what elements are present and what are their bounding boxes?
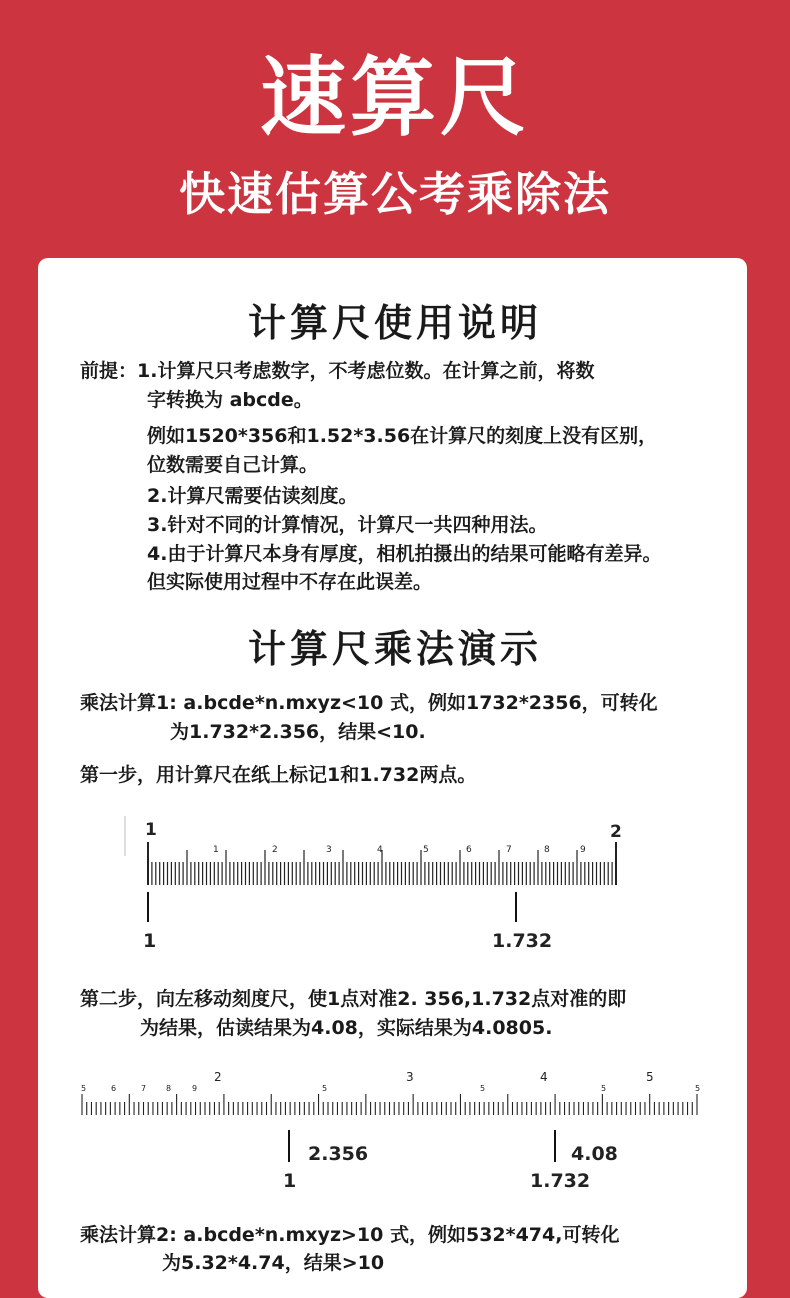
ruler-minor-label: 7	[141, 1084, 147, 1093]
instruction-line: 位数需要自己计算。	[147, 454, 319, 476]
instruction-line: 3.针对不同的计算情况，计算尺一共四种用法。	[147, 514, 548, 536]
ruler-end-label: 1	[145, 820, 157, 840]
ruler-major-label: 2	[214, 1070, 222, 1084]
calc2-line: 为5.32*4.74，结果>10	[162, 1252, 385, 1274]
instruction-line: 字转换为 abcde。	[147, 389, 313, 411]
marker-1732-label: 1.732	[492, 930, 553, 952]
calc2-line: 乘法计算2: a.bcde*n.mxyz>10 式，例如532*474,可转化	[80, 1224, 620, 1246]
instructions-title: 计算尺使用说明	[247, 301, 542, 345]
ruler-scale-label: 3	[326, 845, 332, 855]
ruler-scale-label: 7	[506, 845, 512, 855]
ruler-scale-label: 9	[580, 845, 586, 855]
instruction-line: 前提：1.计算尺只考虑数字，不考虑位数。在计算之前，将数	[80, 360, 595, 382]
ruler-minor-label: 5	[601, 1084, 607, 1093]
ruler-scale-label: 4	[377, 845, 383, 855]
ruler-minor-label: 9	[192, 1084, 198, 1093]
ruler-major-label: 3	[406, 1070, 414, 1084]
instruction-line: 4.由于计算尺本身有厚度，相机拍摄出的结果可能略有差异。	[147, 543, 662, 565]
hero-title: 速算尺	[260, 48, 530, 148]
ruler-two	[0, 1062, 790, 1202]
marker-2356-label: 2.356	[308, 1143, 369, 1165]
ruler-ticks	[82, 1094, 697, 1115]
ruler-minor-label: 5	[480, 1084, 486, 1093]
ruler-minor-label: 5	[81, 1084, 87, 1093]
instruction-line: 2.计算尺需要估读刻度。	[147, 485, 358, 507]
ruler-minor-labels	[81, 1084, 700, 1093]
ruler-scale-label: 6	[466, 845, 472, 855]
ruler-major-label: 4	[540, 1070, 548, 1084]
ruler-major-label: 5	[646, 1070, 654, 1084]
marker-408-label: 4.08	[571, 1143, 618, 1165]
ruler-scale-labels	[213, 845, 586, 855]
ruler-minor-label: 8	[166, 1084, 172, 1093]
calc1-line: 为1.732*2.356，结果<10.	[170, 721, 426, 743]
demo-title: 计算尺乘法演示	[247, 627, 542, 671]
marker-one-label: 1	[143, 930, 157, 952]
ruler-minor-label: 5	[695, 1084, 701, 1093]
marker-1732-label: 1.732	[530, 1170, 591, 1192]
ruler-scale-label: 1	[213, 845, 219, 855]
ruler-scale-label: 2	[272, 845, 278, 855]
ruler-minor-label: 5	[322, 1084, 328, 1093]
calc1-line: 乘法计算1: a.bcde*n.mxyz<10 式，例如1732*2356，可转化	[80, 692, 658, 714]
step2-line: 为结果，估读结果为4.08，实际结果为4.0805.	[140, 1017, 553, 1039]
instruction-line: 例如1520*356和1.52*3.56在计算尺的刻度上没有区别，	[147, 425, 658, 447]
ruler-one	[0, 810, 790, 960]
ruler-end-label: 2	[610, 822, 622, 842]
ruler-minor-label: 6	[111, 1084, 117, 1093]
hero-subtitle: 快速估算公考乘除法	[179, 167, 611, 221]
ruler-scale-label: 5	[423, 845, 429, 855]
step1-text: 第一步，用计算尺在纸上标记1和1.732两点。	[80, 764, 477, 786]
marker-one-label: 1	[283, 1170, 297, 1192]
instruction-line: 但实际使用过程中不存在此误差。	[147, 571, 433, 593]
step2-line: 第二步，向左移动刻度尺，使1点对准2. 356,1.732点对准的即	[80, 988, 627, 1010]
ruler-scale-label: 8	[544, 845, 550, 855]
